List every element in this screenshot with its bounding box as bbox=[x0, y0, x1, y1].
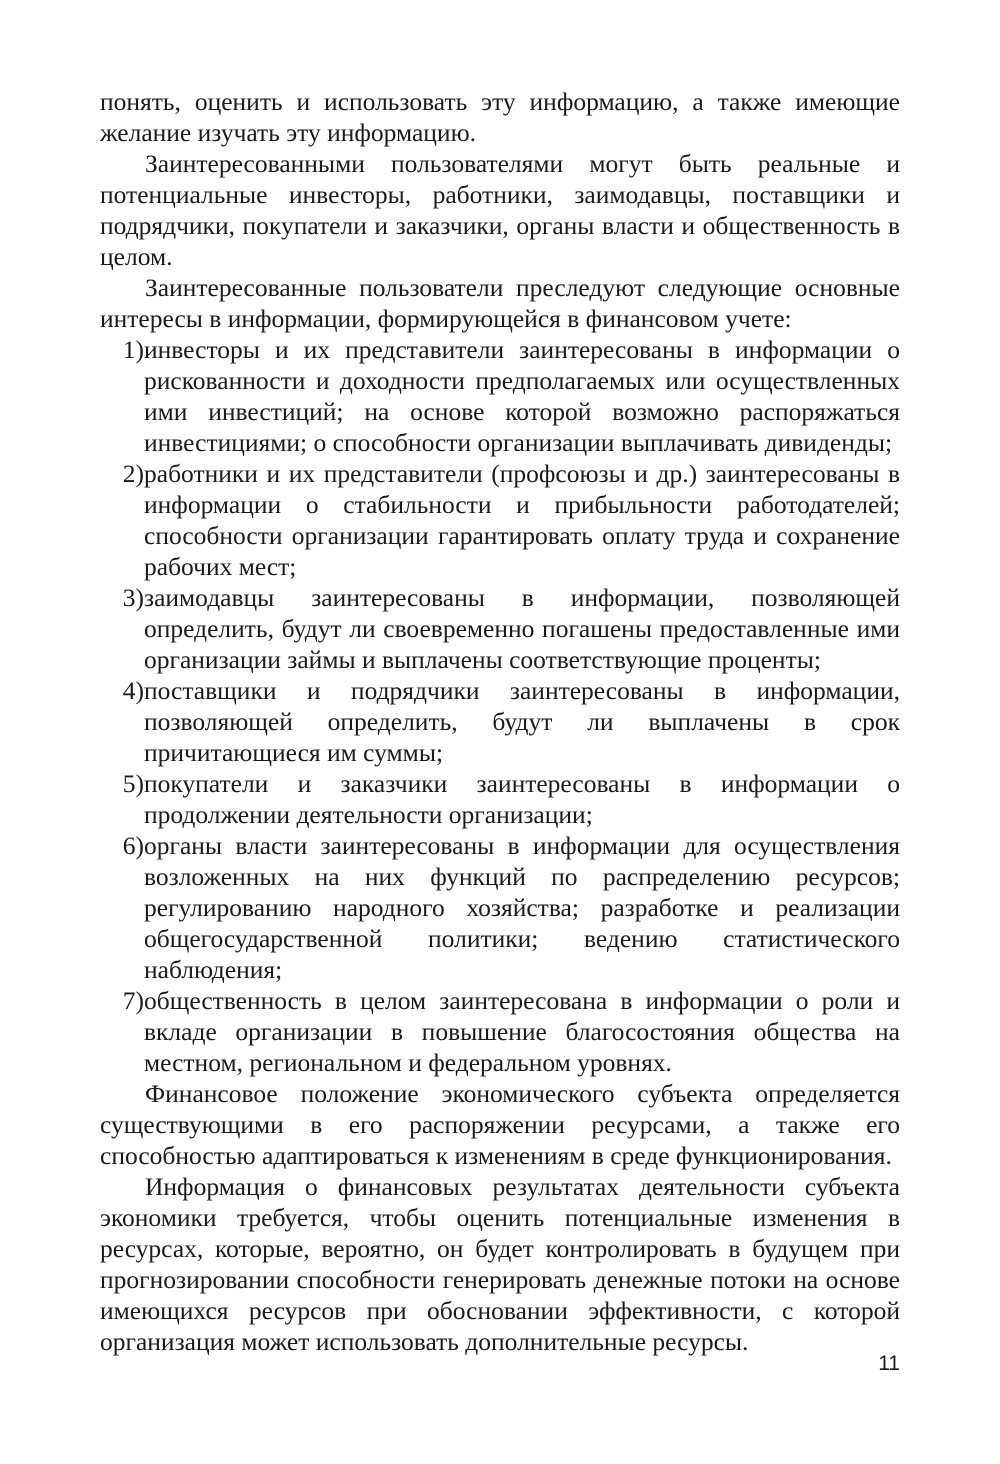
list-item-number: 4) bbox=[122, 676, 144, 705]
page-number: 11 bbox=[878, 1352, 900, 1375]
list-item-text: работники и их представители (профсоюзы и др.) заинтересованы в информации о стабильности и прибыльности работодателей; способности организации гарантировать оплату труда и сохранение рабочих мест; bbox=[144, 459, 900, 581]
interests-list bbox=[100, 334, 900, 1078]
paragraph-interests: Заинтересованные пользователи преследуют следующие основные интересы в информации, формирующейся в финансовом учете: bbox=[100, 273, 900, 333]
list-item-number: 5) bbox=[122, 769, 144, 798]
list-item bbox=[100, 675, 900, 768]
list-item-number: 6) bbox=[122, 831, 144, 860]
paragraph-continuation: понять, оценить и использовать эту информацию, а также имеющие желание изучать эту информацию. bbox=[100, 87, 900, 147]
paragraph-users: Заинтересованными пользователями могут быть реальные и потенциальные инвесторы, работники, заимодавцы, поставщики и подрядчики, покупатели и заказчики, органы власти и общественность в целом. bbox=[100, 149, 900, 271]
list-item bbox=[100, 334, 900, 458]
list-item-text: органы власти заинтересованы в информации для осуществления возложенных на них функций по распределению ресурсов; регулированию народного хозяйства; разработке и реализации общегосударственной политики; ведению статистического наблюдения; bbox=[144, 831, 900, 984]
list-item-text: инвесторы и их представители заинтересованы в информации о рискованности и доходности предполагаемых или осуществленных ими инвестиций; на основе которой возможно распоряжаться инвестициями; о способности организации выплачивать дивиденды; bbox=[144, 335, 900, 457]
list-item-text: общественность в целом заинтересована в информации о роли и вкладе организации в повышение благосостояния общества на местном, региональном и федеральном уровнях. bbox=[144, 986, 900, 1077]
list-item bbox=[100, 582, 900, 675]
list-item-number: 7) bbox=[122, 986, 144, 1015]
paragraph-financial-position: Финансовое положение экономического субъекта определяется существующими в его распоряжении ресурсами, а также его способностью адаптироваться к изменениям в среде функционирования. bbox=[100, 1079, 900, 1170]
list-item-number: 1) bbox=[122, 335, 144, 364]
list-item bbox=[100, 985, 900, 1078]
list-item-text: покупатели и заказчики заинтересованы в информации о продолжении деятельности организации; bbox=[144, 769, 900, 829]
list-item-number: 3) bbox=[122, 583, 144, 612]
paragraph-financial-results: Информация о финансовых результатах деятельности субъекта экономики требуется, чтобы оценить потенциальные изменения в ресурсах, которые, вероятно, он будет контролировать в будущем при прогнозировании способности генерировать денежные потоки на основе имеющихся ресурсов при обосновании эффективности, с которой организация может использовать дополнительные ресурсы. bbox=[100, 1172, 900, 1356]
list-item bbox=[100, 768, 900, 830]
list-item bbox=[100, 458, 900, 582]
page-body bbox=[100, 86, 900, 1357]
list-item-text: поставщики и подрядчики заинтересованы в информации, позволяющей определить, будут ли выплачены в срок причитающиеся им суммы; bbox=[144, 676, 900, 767]
list-item-number: 2) bbox=[122, 459, 144, 488]
list-item-text: заимодавцы заинтересованы в информации, позволяющей определить, будут ли своевременно погашены предоставленные ими организации займы и выплачены соответствующие проценты; bbox=[144, 583, 900, 674]
list-item bbox=[100, 830, 900, 985]
